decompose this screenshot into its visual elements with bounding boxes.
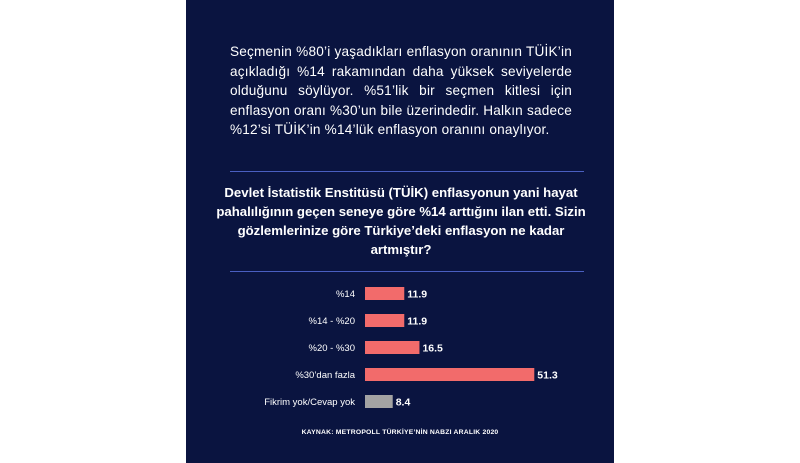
bar [365,395,393,408]
bar-chart [186,278,614,418]
category-label: %14 [335,289,355,300]
value-label: 16.5 [422,342,443,355]
bar [365,341,419,354]
value-label: 51.3 [537,369,558,382]
summary-text: Seçmenin %80’i yaşadıkları enflasyon oranının TÜİK’in açıkladığı %14 rakamından daha yüksek seviyelerde olduğunu söylüyor. %51’lik bir seçmen kitlesi için enflasyon oranı %30’un bile üzerindedir. Halkın sadece %12’si TÜİK’in %14’lük enflasyon oranını onaylıyor. [230,44,572,138]
top-divider [230,171,584,172]
source-note: KAYNAK: METROPOLL TÜRKİYE’NİN NABZI ARALIK 2020 [301,429,499,436]
value-label: 8.4 [395,396,411,409]
category-label: %20 - %30 [308,343,355,354]
bottom-divider [230,271,584,272]
infographic-panel [186,0,614,463]
category-label: %30’dan fazla [295,370,355,381]
category-label: %14 - %20 [308,316,355,327]
value-label: 11.9 [407,288,428,301]
bar [365,314,404,327]
category-label: Fikrim yok/Cevap yok [264,397,355,408]
value-label: 11.9 [407,315,428,328]
bar [365,368,534,381]
chart-title: Devlet İstatistik Enstitüsü (TÜİK) enflasyonun yani hayat pahalılığının geçen seneye göre %14 arttığını ilan etti. Sizin gözlemlerinize göre Türkiye’deki enflasyon ne kadar artmıştır? [216,185,586,257]
bar [365,287,404,300]
